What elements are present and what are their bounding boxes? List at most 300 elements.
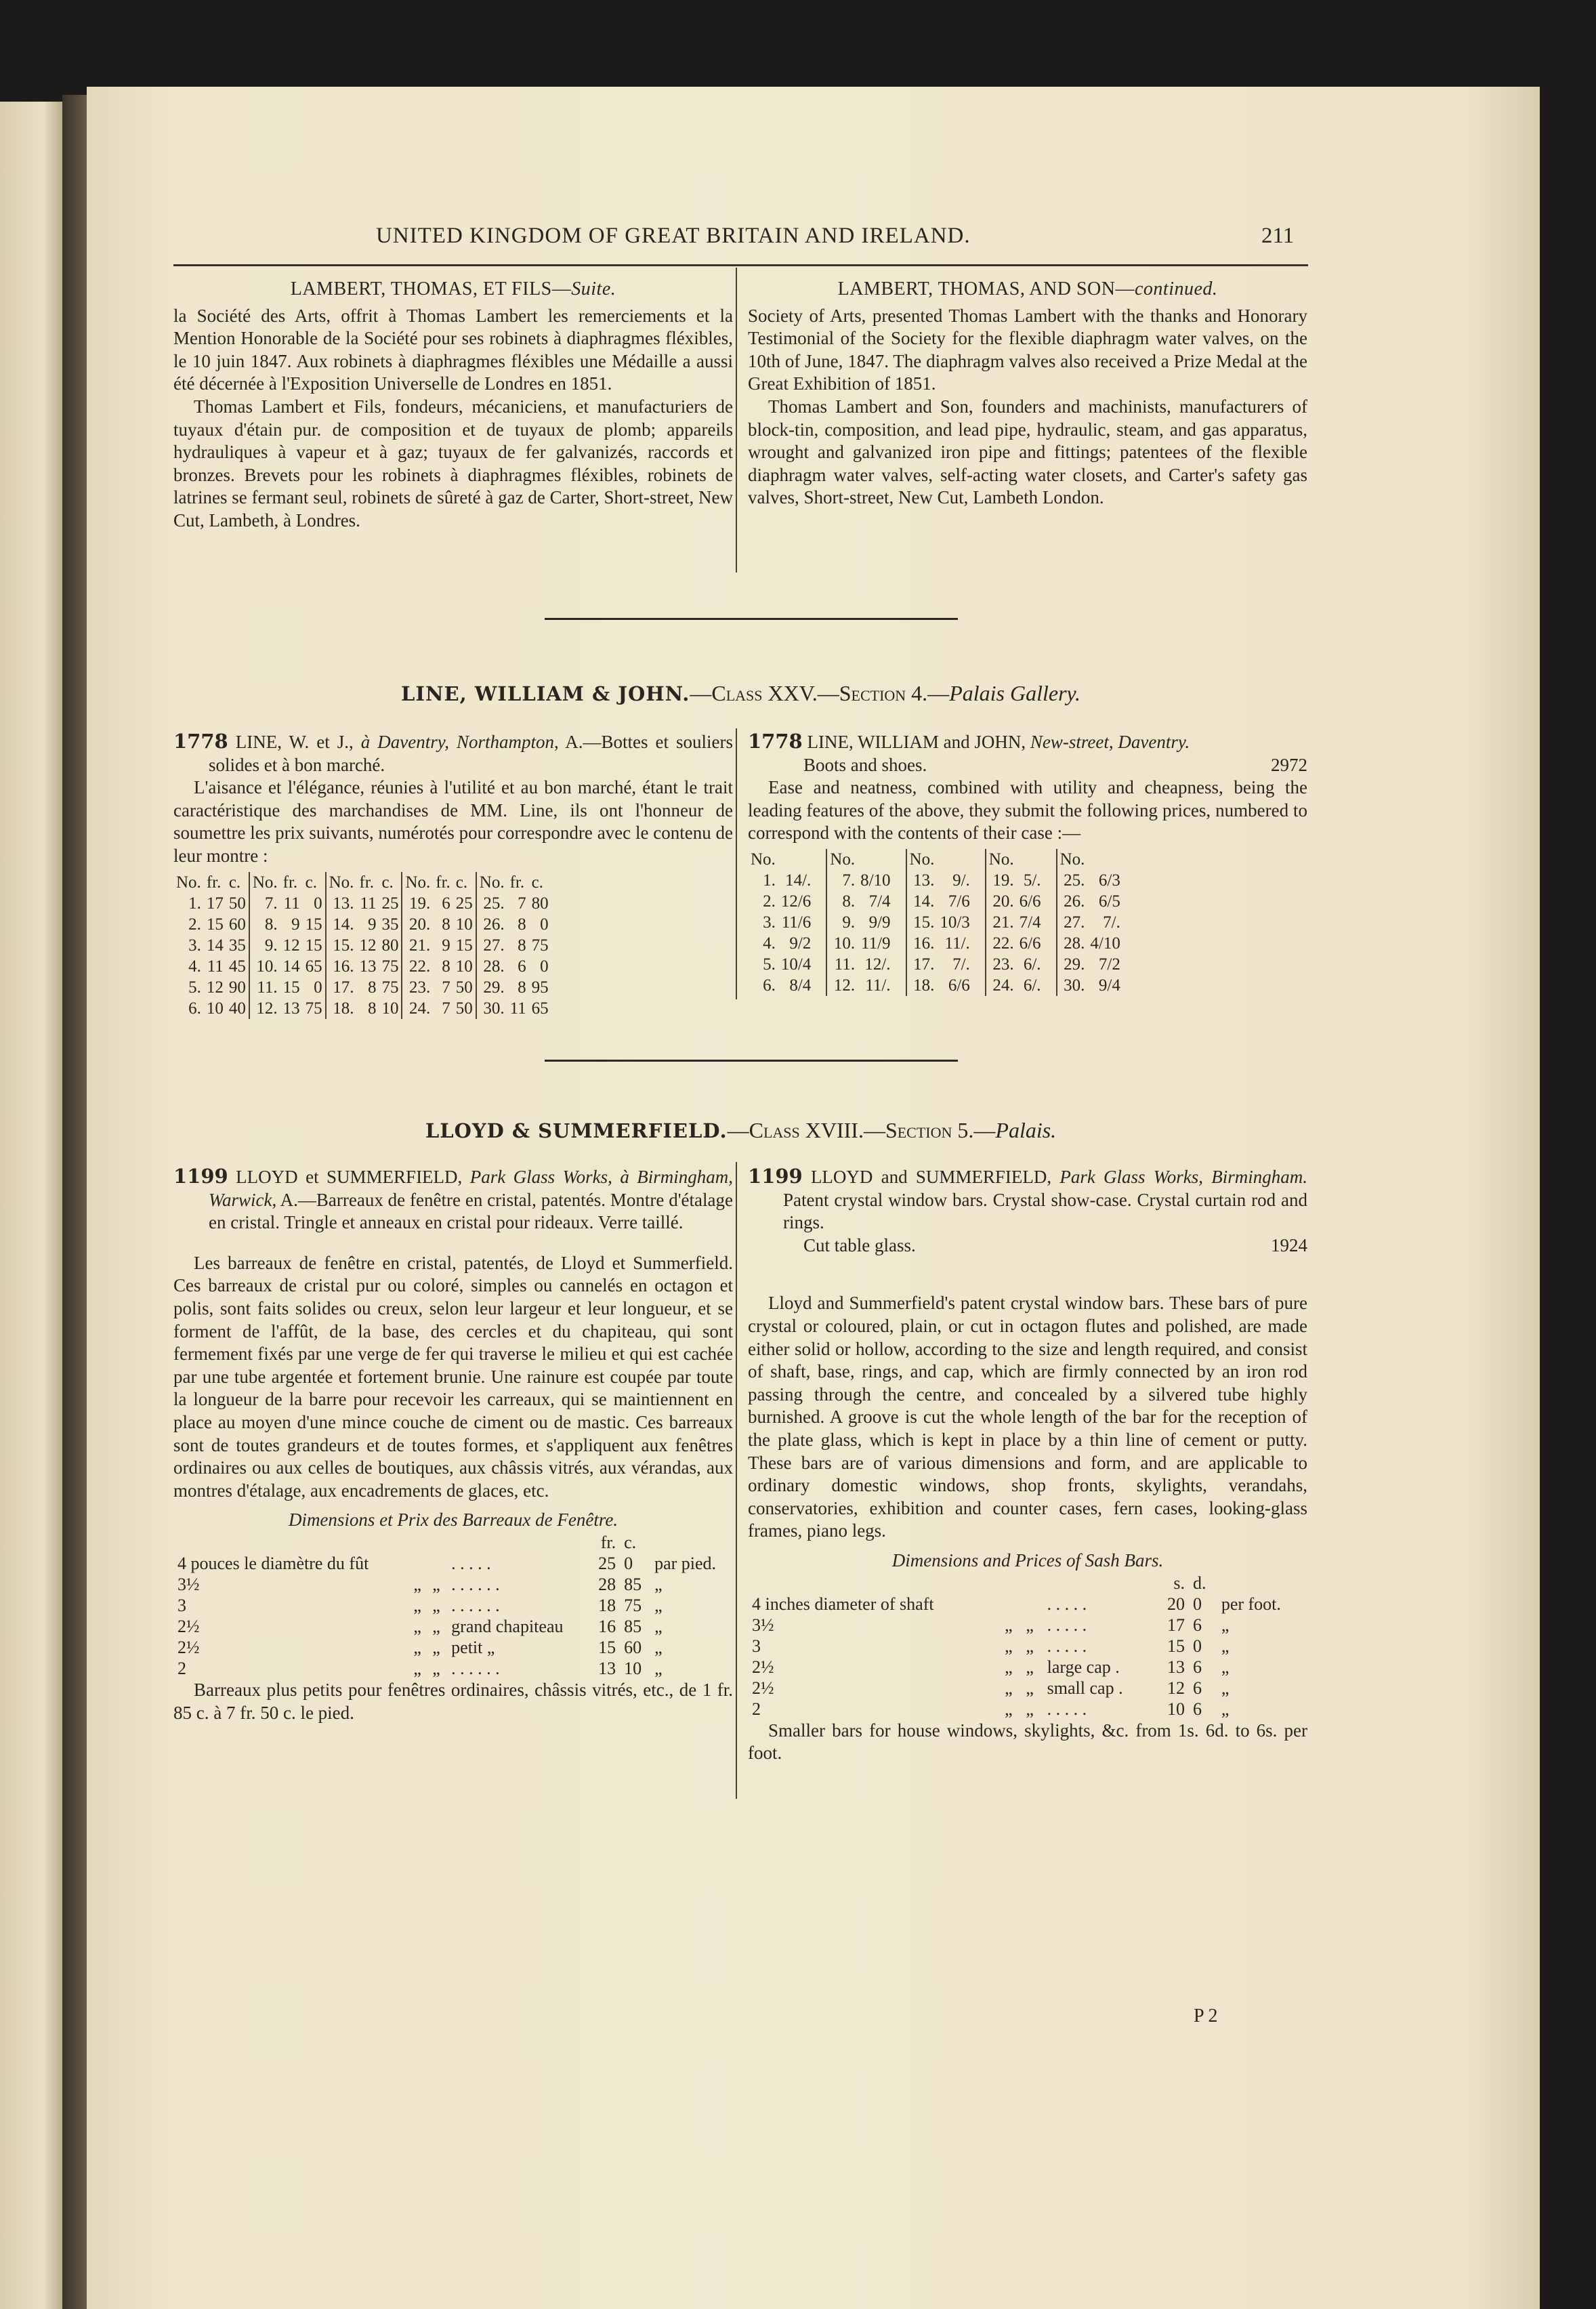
table-cell: 80 <box>531 894 549 913</box>
table-cell: 2½ <box>177 1637 200 1657</box>
table-cell: 3½ <box>752 1615 774 1635</box>
table-cell: 27. <box>1057 912 1088 933</box>
table-cell: „ <box>432 1616 440 1636</box>
table-cell: 6/5 <box>1098 892 1120 911</box>
table-cell <box>748 1573 1001 1594</box>
table-cell: . . . . . . <box>451 1658 500 1678</box>
table-cell: 8. <box>826 891 858 912</box>
table-cell: 2 <box>177 1658 186 1678</box>
table-cell <box>428 1532 447 1553</box>
table-cell: 9 <box>442 936 450 955</box>
table-row <box>173 1658 733 1679</box>
table-cell <box>1043 1573 1155 1594</box>
table-cell: „ <box>1026 1615 1034 1635</box>
table-cell: fr. <box>282 873 298 892</box>
book-spine <box>62 95 89 2309</box>
table-cell: 28 <box>598 1574 616 1594</box>
table-cell: „ <box>1221 1615 1230 1635</box>
table-cell: 9. <box>826 912 858 933</box>
table-cell: 10 <box>624 1658 642 1678</box>
table-cell: 9. <box>249 935 280 956</box>
table-cell: 3 <box>177 1595 186 1615</box>
line-english-column <box>748 730 1307 996</box>
table-cell: 17. <box>326 977 357 998</box>
table-cell: 7/6 <box>948 892 970 911</box>
table-cell: 90 <box>228 978 246 997</box>
table-cell: 2½ <box>177 1616 200 1636</box>
lambert-french-column <box>173 278 733 533</box>
table-cell: „ <box>413 1616 421 1636</box>
table-cell: 23. <box>402 977 433 998</box>
table-cell: 12 <box>1167 1678 1185 1698</box>
table-cell: 12. <box>826 975 858 996</box>
table-cell <box>409 1553 428 1574</box>
table-cell: 25 <box>381 894 399 913</box>
table-cell: „ <box>1221 1636 1230 1656</box>
table-cell: 10 <box>455 957 473 976</box>
paragraph: Thomas Lambert and Son, founders and machinists, manufacturers of block-tin, composition, and lead pipe, hydraulic, steam, and gas apparatus, wrought and galvanized iron pipe and fittings; patentees of the flexible diaphragm water valves, self-acting water closets, and Carter's safety gas valves, Short-street, New Cut, Lambeth London. <box>748 396 1307 508</box>
table-cell: 11 <box>283 894 300 913</box>
table-cell: „ <box>1221 1657 1230 1677</box>
table-cell: 12/. <box>864 955 891 974</box>
table-cell: 85 <box>624 1616 642 1636</box>
table-row <box>748 1699 1307 1720</box>
table-cell: 2. <box>763 892 776 911</box>
table-cell <box>1087 849 1135 870</box>
table-cell: 10 <box>206 999 224 1018</box>
paragraph: Les barreaux de fenêtre en cristal, patentés, de Lloyd et Summerfield. Ces barreaux de cristal pur ou coloré, simples ou cannelés en octagon et polis, sont faits solides ou creux, selon leur largeur et leur longueur, et se forment de l'affût, de la base, des cercles et du chapiteau, qui sont fermement fixés par une verge de fer qui traverse le milieu et qui est cachée par une tube argentée et fortement brunie. Une rainure est coupée par toute la longueur de la barre pour recevoir les carreaux, qui se maintiennent en place au moyen d'une mince couche de ciment ou de mastic. Ces barreaux sont de toutes grandeurs et de toutes formes, et s'appliquent aux fenêtres ordinaires ou aux celles de boutiques, aux châssis vitrés, aux vérandas, aux montres d'étalage, aux encadrements de glaces, etc. <box>173 1252 733 1501</box>
catalogue-entry: 1778 LINE, W. et J., à Daventry, Northampton, A.—Bottes et souliers solides et à bon marché. <box>173 730 733 775</box>
entry-description-line <box>748 754 1307 777</box>
table-cell <box>1001 1573 1022 1594</box>
table-cell: „ <box>432 1595 440 1615</box>
table-cell: 8 <box>518 978 526 997</box>
table-cell: 1. <box>188 894 201 913</box>
table-cell: 75 <box>305 999 322 1018</box>
table-cell: 75 <box>381 957 399 976</box>
table-cell: 14 <box>206 936 224 955</box>
dimensions-title: Dimensions et Prix des Barreaux de Fenêtre. <box>288 1510 618 1531</box>
table-cell: c. <box>624 1532 637 1552</box>
table-cell: 25 <box>598 1553 616 1573</box>
table-cell: 15 <box>282 978 300 997</box>
table-cell: 6/6 <box>1019 934 1041 953</box>
table-cell: 6. <box>188 999 201 1018</box>
lambert-english-column <box>748 278 1307 509</box>
table-cell: „ <box>1221 1678 1230 1698</box>
table-cell: 16. <box>326 956 357 977</box>
table-cell <box>650 1532 733 1553</box>
table-cell: 4/10 <box>1090 934 1120 953</box>
table-cell: 11/. <box>944 934 970 953</box>
table-cell: 9/4 <box>1098 976 1120 995</box>
table-row <box>173 935 551 956</box>
table-cell: 13 <box>598 1658 616 1678</box>
table-cell: 5. <box>188 978 201 997</box>
table-cell: „ <box>1026 1657 1034 1677</box>
table-cell: „ <box>1026 1678 1034 1698</box>
table-cell: 8. <box>249 914 280 935</box>
table-row <box>173 1574 733 1595</box>
table-cell: 2. <box>188 915 201 934</box>
table-cell: 3 <box>752 1636 761 1656</box>
table-cell: 12 <box>206 978 224 997</box>
table-cell: . . . . . <box>1047 1615 1087 1635</box>
entry-description: Boots and shoes. <box>803 754 927 775</box>
table-cell: 21. <box>402 935 433 956</box>
table-row <box>748 1657 1307 1678</box>
dimensions-title: Dimensions and Prices of Sash Bars. <box>891 1549 1164 1570</box>
table-cell: 9 <box>291 915 300 934</box>
table-cell: fr. <box>206 873 222 892</box>
table-cell: 26. <box>1057 891 1088 912</box>
table-cell: 24. <box>402 998 433 1019</box>
table-cell: large cap . <box>1047 1657 1120 1677</box>
table-cell: 0 <box>540 957 549 976</box>
table-cell: 75 <box>624 1595 642 1615</box>
table-cell: 17. <box>906 954 938 975</box>
lambert-english-heading: LAMBERT, THOMAS, AND SON—continued. <box>837 278 1218 299</box>
table-cell: 60 <box>624 1637 642 1657</box>
table-cell: 12/6 <box>780 892 812 911</box>
table-cell: 7/2 <box>1098 955 1120 974</box>
table-cell: 7/4 <box>868 892 891 911</box>
table-cell: 7. <box>249 893 280 914</box>
table-cell: 0 <box>314 978 322 997</box>
table-cell: 30. <box>476 998 507 1019</box>
entry-description-line <box>748 1234 1307 1257</box>
table-cell: 29. <box>476 977 507 998</box>
table-cell: 7/4 <box>1019 913 1041 932</box>
table-cell: 6/. <box>1023 955 1041 974</box>
catalogue-number: 1924 <box>1271 1234 1307 1255</box>
table-cell: 35 <box>381 915 399 934</box>
table-row <box>173 1595 733 1616</box>
table-cell: 12. <box>249 998 280 1019</box>
table-cell: 50 <box>228 894 246 913</box>
table-row <box>748 1594 1307 1615</box>
table-cell: No. <box>476 872 507 893</box>
table-cell: 80 <box>381 936 399 955</box>
table-cell: „ <box>1005 1678 1013 1698</box>
table-cell: „ <box>1026 1636 1034 1656</box>
table-cell: 21. <box>986 912 1017 933</box>
table-cell: 75 <box>531 936 549 955</box>
table-row <box>173 893 551 914</box>
table-cell <box>428 1553 447 1574</box>
table-cell: 7. <box>826 870 858 891</box>
table-cell: 10 <box>455 915 473 934</box>
table-cell: 3. <box>188 936 201 955</box>
table-cell: 8 <box>442 957 450 976</box>
english-price-table <box>748 849 1135 996</box>
table-cell: 65 <box>305 957 322 976</box>
table-cell: d. <box>1192 1573 1206 1593</box>
table-cell: „ <box>654 1595 663 1615</box>
table-cell: c. <box>455 873 468 892</box>
table-cell: 25. <box>1057 870 1088 891</box>
table-row <box>173 872 551 893</box>
table-cell: 50 <box>455 999 473 1018</box>
lloyd-french-column <box>173 1165 733 1724</box>
table-row <box>173 1553 733 1574</box>
table-cell: 10. <box>826 933 858 954</box>
column-divider <box>736 268 737 573</box>
french-price-table <box>173 872 551 1019</box>
table-cell: „ <box>654 1637 663 1657</box>
table-cell: 7 <box>518 894 526 913</box>
table-cell: 8 <box>518 915 526 934</box>
table-row <box>748 849 1135 870</box>
table-cell: 11/9 <box>861 934 891 953</box>
table-row <box>173 1616 733 1637</box>
paragraph: la Société des Arts, offrit à Thomas Lambert les remerciements et la Mention Honorable de la Société pour ses robinets à diaphragmes fléxibles, le 10 juin 1847. Aux robinets à diaphragmes fléxibles une Médaille a aussi été décernée à l'Exposition Universelle de Londres en 1851. <box>173 305 733 394</box>
table-row <box>173 956 551 977</box>
section-rule <box>545 618 958 620</box>
table-cell <box>447 1532 589 1553</box>
table-cell: c. <box>228 873 241 892</box>
table-cell: No. <box>402 872 433 893</box>
table-cell: 10/4 <box>780 955 812 974</box>
table-cell: 6 <box>1192 1657 1202 1677</box>
table-row <box>173 977 551 998</box>
table-cell: 17 <box>1167 1615 1185 1635</box>
table-cell <box>778 849 826 870</box>
table-cell: 8/10 <box>860 871 891 890</box>
paragraph: Thomas Lambert et Fils, fondeurs, mécaniciens, et manufacturiers de tuyaux d'étain pur. de composition et de tuyaux de plomb; appareils hydrauliques à vapeur et à gaz; tuyaux de fer galvanizés, raccords et bronzes. Brevets pour les robinets à diaphragmes fléxibles, robinets de latrines se fermant seul, robinets de sûreté à gaz de Carter, Short-street, New Cut, Lambeth, à Londres. <box>173 396 733 531</box>
table-cell: 7/. <box>1103 913 1120 932</box>
table-cell: 3. <box>763 913 776 932</box>
table-cell: 11 <box>509 999 526 1018</box>
table-cell <box>1001 1594 1022 1615</box>
table-row <box>173 1637 733 1658</box>
table-cell: s. <box>1173 1573 1185 1593</box>
table-cell: 15 <box>206 915 224 934</box>
table-cell: 4. <box>763 934 776 953</box>
facing-page-edge <box>0 102 62 2309</box>
table-cell: 10 <box>381 999 399 1018</box>
table-cell: „ <box>413 1574 421 1594</box>
table-row <box>173 914 551 935</box>
table-cell: 7/. <box>952 955 970 974</box>
table-cell: 50 <box>455 978 473 997</box>
table-cell: 20 <box>1167 1594 1185 1614</box>
table-cell: grand chapiteau <box>451 1616 564 1636</box>
table-row <box>748 870 1135 891</box>
table-cell: „ <box>413 1658 421 1678</box>
table-cell: 6/3 <box>1098 871 1120 890</box>
table-cell: 14 <box>282 957 300 976</box>
page-number: 211 <box>1261 224 1295 248</box>
paragraph: L'aisance et l'élégance, réunies à l'utilité et au bon marché, étant le trait caractéristique des marchandises de MM. Line, ils ont l'honneur de soumettre les prix suivants, numérotés pour correspondre avec le contenu de leur montre : <box>173 777 733 866</box>
table-row <box>748 1636 1307 1657</box>
lloyd-english-column <box>748 1165 1307 1765</box>
table-cell: 9 <box>367 915 377 934</box>
table-cell: 4. <box>188 957 201 976</box>
table-cell: 4 inches diameter of shaft <box>752 1594 934 1614</box>
table-cell: 95 <box>531 978 549 997</box>
table-cell: „ <box>432 1574 440 1594</box>
table-cell: „ <box>432 1658 440 1678</box>
table-cell: 8 <box>518 936 526 955</box>
table-cell: 24. <box>986 975 1017 996</box>
table-cell: 22. <box>986 933 1017 954</box>
table-cell: 15. <box>906 912 938 933</box>
table-cell <box>1217 1573 1307 1594</box>
line-section-heading: LINE, WILLIAM & JOHN.—Class XXV.—Section 4.—Palais Gallery. <box>401 681 1080 705</box>
table-cell: 40 <box>228 999 246 1018</box>
entry-description: Cut table glass. <box>803 1234 916 1255</box>
table-cell: 15 <box>455 936 473 955</box>
table-cell: 45 <box>228 957 246 976</box>
table-row <box>173 998 551 1019</box>
table-cell: „ <box>413 1637 421 1657</box>
table-cell: 11 <box>207 957 224 976</box>
table-cell: 8/4 <box>789 976 812 995</box>
table-cell: fr. <box>436 873 450 892</box>
header-rule <box>173 264 1308 266</box>
table-cell: . . . . . <box>1047 1636 1087 1656</box>
table-cell: „ <box>654 1616 663 1636</box>
table-cell: 9/2 <box>789 934 812 953</box>
table-cell: No. <box>826 849 858 870</box>
table-cell: 20. <box>986 891 1017 912</box>
table-cell: 15. <box>326 935 357 956</box>
paragraph: Barreaux plus petits pour fenêtres ordinaires, châssis vitrés, etc., de 1 fr. 85 c. à 7 fr. 50 c. le pied. <box>173 1679 733 1723</box>
table-cell: 10. <box>249 956 280 977</box>
table-cell: „ <box>1005 1615 1013 1635</box>
table-row <box>173 1532 733 1553</box>
table-cell: No. <box>249 872 280 893</box>
table-row <box>748 1678 1307 1699</box>
table-cell: „ <box>1005 1636 1013 1656</box>
table-cell: . . . . . . <box>451 1574 500 1594</box>
table-cell: „ <box>654 1574 663 1594</box>
table-cell: 0 <box>1192 1594 1202 1614</box>
table-cell: 28. <box>1057 933 1088 954</box>
table-cell: 12 <box>282 936 300 955</box>
table-cell: 14. <box>326 914 357 935</box>
table-cell: 11/6 <box>781 913 812 932</box>
table-cell: 11. <box>249 977 280 998</box>
table-cell: 13. <box>326 893 357 914</box>
table-cell: . . . . . <box>451 1553 491 1573</box>
table-cell: 25 <box>455 894 473 913</box>
table-cell: 15 <box>305 915 322 934</box>
table-cell: fr. <box>359 873 374 892</box>
paragraph: Society of Arts, presented Thomas Lambert with the thanks and Honorary Testimonial of the Society for the flexible diaphragm water valves, on the 10th of June, 1847. The diaphragm valves also received a Prize Medal at the Great Exhibition of 1851. <box>748 305 1307 394</box>
table-cell: 11 <box>360 894 377 913</box>
table-cell: 8 <box>367 978 377 997</box>
table-cell: 0 <box>1192 1636 1202 1656</box>
table-cell: per foot. <box>1221 1594 1281 1614</box>
table-cell: 11. <box>826 954 858 975</box>
table-cell: 13 <box>282 999 300 1018</box>
lloyd-section-heading: LLOYD & SUMMERFIELD.—Class XVIII.—Section 5.—Palais. <box>425 1118 1057 1142</box>
table-cell: 13 <box>1167 1657 1185 1677</box>
table-cell: 13. <box>906 870 938 891</box>
table-cell: „ <box>413 1595 421 1615</box>
table-cell: 6. <box>763 976 776 995</box>
table-cell: „ <box>1026 1699 1034 1719</box>
table-cell: 9/. <box>952 871 970 890</box>
column-divider <box>736 1162 737 1799</box>
table-row <box>748 975 1135 996</box>
table-cell <box>1022 1594 1043 1615</box>
table-cell: 0 <box>624 1553 633 1573</box>
table-cell: . . . . . <box>1047 1594 1087 1614</box>
table-cell: 22. <box>402 956 433 977</box>
running-title: UNITED KINGDOM OF GREAT BRITAIN AND IRELAND. <box>376 224 971 248</box>
signature-mark: P 2 <box>1194 2005 1218 2026</box>
table-row <box>748 933 1135 954</box>
table-cell: 16 <box>598 1616 616 1636</box>
table-cell: 5/. <box>1023 871 1041 890</box>
table-cell <box>1022 1573 1043 1594</box>
table-cell: 15 <box>598 1637 616 1657</box>
catalogue-entry: 1778 LINE, WILLIAM and JOHN, New-street, Daventry. <box>748 730 1190 753</box>
table-cell: 12 <box>359 936 377 955</box>
table-row <box>748 1573 1307 1594</box>
table-cell: c. <box>381 873 394 892</box>
table-cell: 7 <box>442 978 450 997</box>
table-cell: 6/. <box>1023 976 1041 995</box>
dimensions-table <box>748 1573 1307 1720</box>
table-cell: 18 <box>598 1595 616 1615</box>
table-cell: 7 <box>442 999 450 1018</box>
table-cell: 0 <box>540 915 549 934</box>
table-cell: 11/. <box>865 976 891 995</box>
table-cell: 18. <box>906 975 938 996</box>
table-cell: 1. <box>763 871 776 890</box>
table-cell: „ <box>1005 1657 1013 1677</box>
table-cell: 8 <box>367 999 377 1018</box>
table-cell: 13 <box>359 957 377 976</box>
table-cell: 2½ <box>752 1657 774 1677</box>
table-cell: 27. <box>476 935 507 956</box>
table-row <box>748 1615 1307 1636</box>
table-cell <box>937 849 985 870</box>
table-cell: No. <box>1057 849 1088 870</box>
table-cell <box>409 1532 428 1553</box>
table-cell: 20. <box>402 914 433 935</box>
table-cell: 6 <box>442 894 450 913</box>
table-cell: 75 <box>381 978 399 997</box>
table-cell: 15 <box>1167 1636 1185 1656</box>
table-cell: 85 <box>624 1574 642 1594</box>
table-cell: 3½ <box>177 1574 200 1594</box>
catalogue-number: 2972 <box>1271 754 1307 775</box>
table-cell: . . . . . . <box>451 1595 500 1615</box>
table-cell: 2½ <box>752 1678 774 1698</box>
paragraph: Smaller bars for house windows, skylights, &c. from 1s. 6d. to 6s. per foot. <box>748 1720 1307 1764</box>
paragraph: Lloyd and Summerfield's patent crystal window bars. These bars of pure crystal or coloured, plain, or cut in octagon flutes and polished, are made either solid or hollow, according to the size and length required, and consist of shaft, base, rings, and cap, which are firmly connected by an iron rod passing through the centre, and concealed by a silvered tube highly burnished. A groove is cut the whole length of the bar for the reception of the plate glass, which is kept in place by a thin line of cement or putty. These bars are of various dimensions and form, and are applicable to ordinary domestic windows, shop fronts, skylights, verandahs, conservatories, exhibition and counter cases, fern cases, looking-glass frames, piano legs. <box>748 1293 1307 1541</box>
lambert-french-heading: LAMBERT, THOMAS, ET FILS—Suite. <box>290 278 616 299</box>
table-cell: small cap . <box>1047 1678 1123 1698</box>
table-cell: 6 <box>518 957 526 976</box>
table-cell: 29. <box>1057 954 1088 975</box>
table-cell: 16. <box>906 933 938 954</box>
table-cell <box>173 1532 409 1553</box>
table-cell: 18. <box>326 998 357 1019</box>
table-cell: No. <box>176 873 201 892</box>
table-row <box>748 912 1135 933</box>
table-cell: 14. <box>906 891 938 912</box>
table-row <box>748 954 1135 975</box>
table-cell: c. <box>305 873 317 892</box>
table-cell: 10 <box>1167 1699 1185 1719</box>
table-cell: No. <box>986 849 1017 870</box>
